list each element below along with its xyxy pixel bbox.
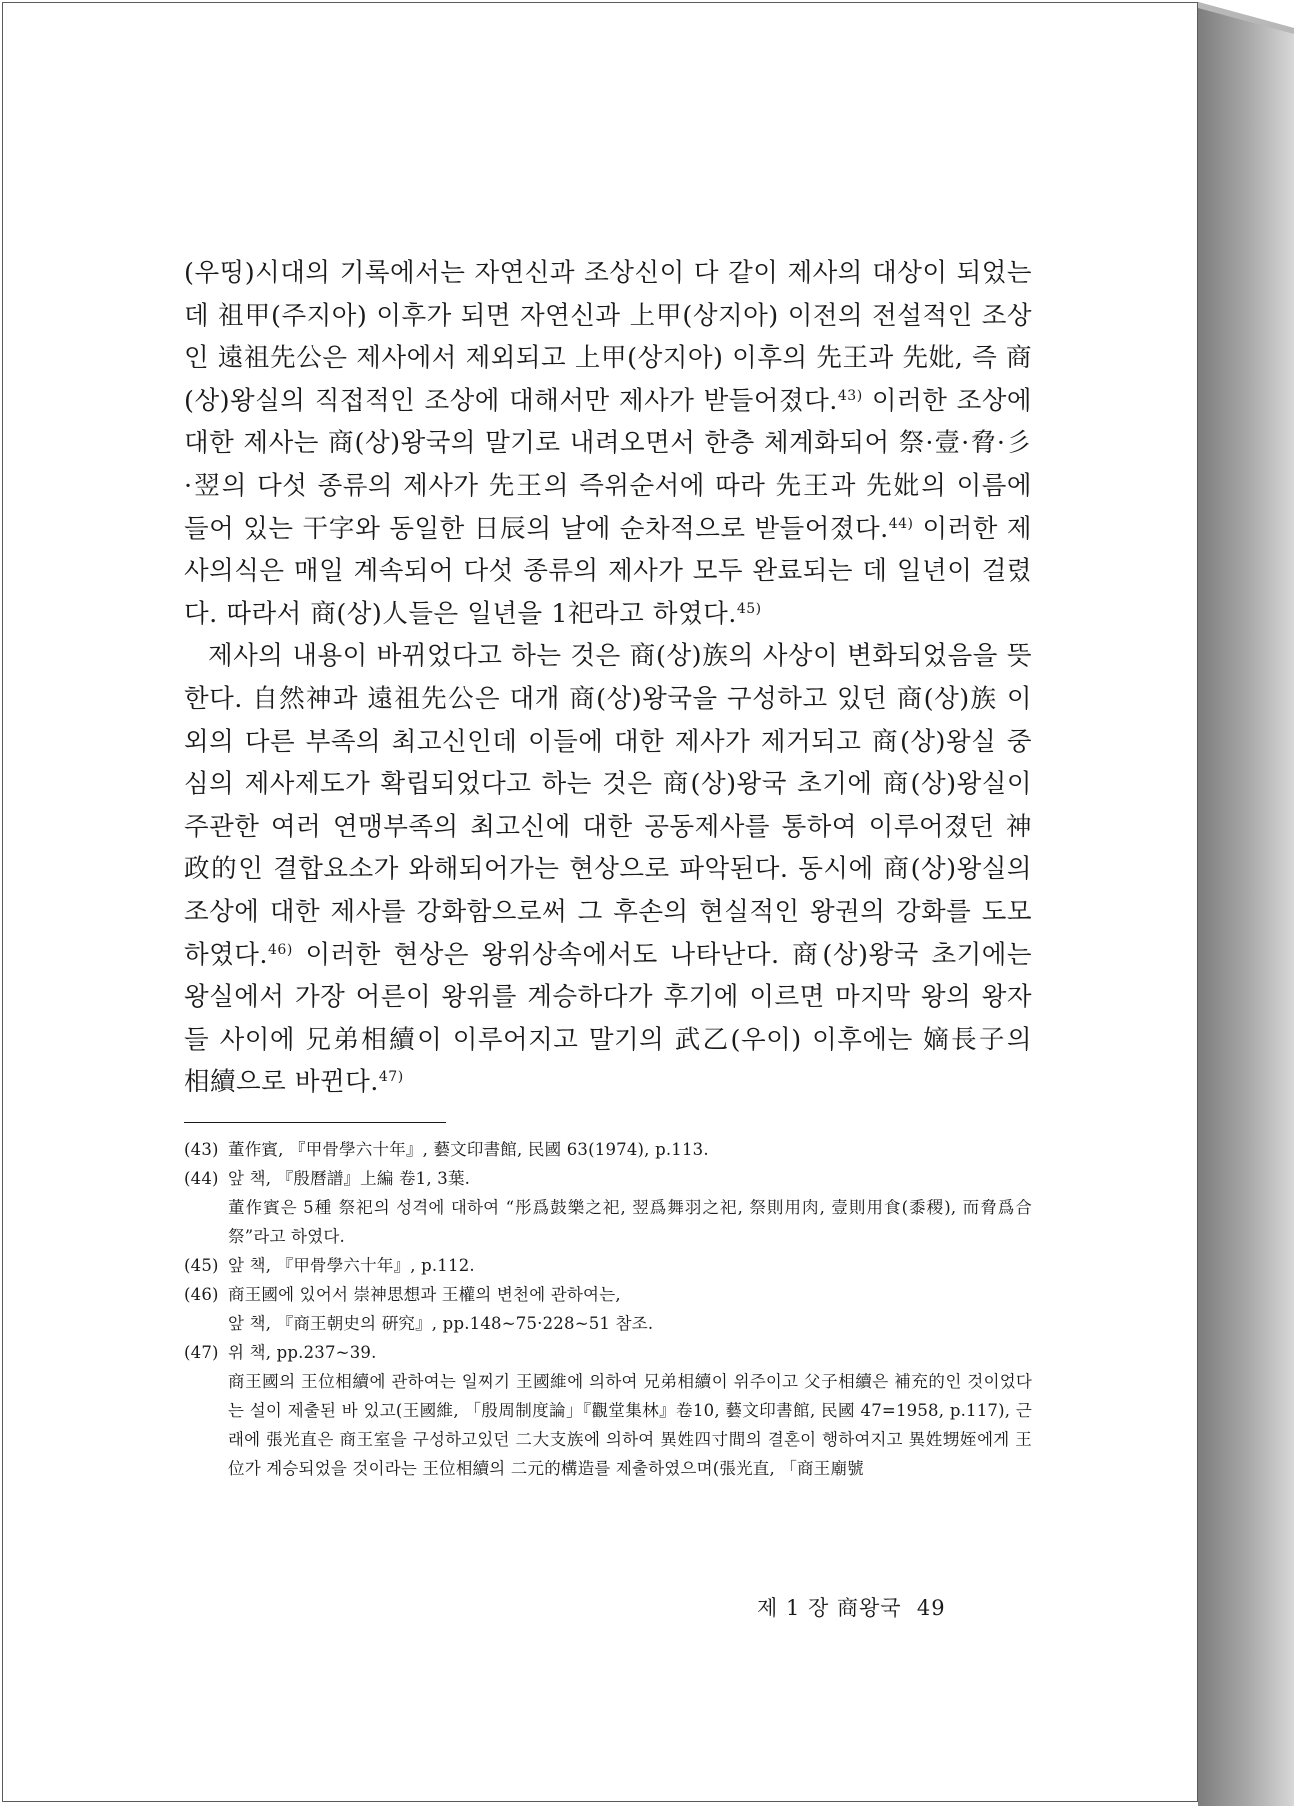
footnote-number: (46) — [184, 1284, 219, 1304]
footnote-text: 위 책, pp.237~39. — [228, 1342, 377, 1362]
paragraph-1-text-b: 이러한 조상에 대한 제사는 商(상)왕국의 말기로 내려오면서 한층 체계화되어 祭·壹·脅·彡·翌의 다섯 종류의 제사가 先王의 즉위순서에 따라 先王과 先妣의 이름에 들어 있는 干字와 동일한 日辰의 날에 순차적으로 받들어졌다. — [184, 385, 1032, 544]
footnote-44-continued: 董作賓은 5種 祭祀의 성격에 대하여 “彤爲鼓樂之祀, 翌爲舞羽之祀, 祭則用肉, 壹則用食(黍稷), 而脅爲合祭”라고 하였다. — [228, 1197, 1032, 1246]
footnote-45 — [184, 1251, 1032, 1280]
paragraph-1 — [184, 252, 1032, 635]
footnote-ref-43[interactable]: 43) — [837, 387, 863, 404]
footnote-text: 商王國에 있어서 崇神思想과 王權의 변천에 관하여는, — [228, 1284, 621, 1304]
paragraph-1-text-c: 이러한 제사의식은 매일 계속되어 다섯 종류의 제사가 모두 완료되는 데 일년이 걸렸다. 따라서 商(상)人들은 일년을 1祀라고 하였다. — [184, 513, 1033, 629]
page-footer — [757, 1592, 946, 1622]
page-edge-shadow — [1198, 0, 1294, 1806]
footnote-number: (44) — [184, 1168, 219, 1188]
footnote-text: 앞 책, 『甲骨學六十年』, p.112. — [228, 1255, 475, 1275]
footnote-number: (47) — [184, 1342, 219, 1362]
page-content — [184, 252, 1032, 1483]
footnote-44 — [184, 1164, 1032, 1193]
footnote-text: 董作賓, 『甲骨學六十年』, 藝文印書館, 民國 63(1974), p.113. — [228, 1139, 709, 1159]
footnote-46-continued: 앞 책, 『商王朝史의 硏究』, pp.148~75·228~51 참조. — [228, 1313, 654, 1333]
footnote-ref-46[interactable]: 46) — [268, 941, 293, 958]
page-number: 49 — [916, 1596, 946, 1620]
chapter-title: 제 1 장 商왕국 — [757, 1596, 902, 1620]
footnote-47-continued: 商王國의 王位相續에 관하여는 일찌기 王國維에 의하여 兄弟相續이 위주이고 父子相續은 補充的인 것이었다는 설이 제출된 바 있고(王國維, 「殷周制度論」『觀堂集林』卷10, 藝文印書館, 民國 47=1958, p.117), 근래에 張光直은 商王室을 구성하고있던 二大支族에 의하여 異姓四寸間의 결혼이 행하여지고 異姓甥姪에게 王位가 계승되었을 것이라는 王位相續의 二元的構造를 제출하였으며(張光直, 「商王廟號 — [228, 1371, 1032, 1478]
footnotes — [184, 1135, 1032, 1483]
footnote-ref-45[interactable]: 45) — [736, 600, 762, 617]
footnote-43 — [184, 1135, 1032, 1164]
footnote-ref-44[interactable]: 44) — [888, 515, 914, 532]
footnote-number: (45) — [184, 1255, 219, 1275]
paragraph-1-text-a: (우띵)시대의 기록에서는 자연신과 조상신이 다 같이 제사의 대상이 되었는데 祖甲(주지아) 이후가 되면 자연신과 上甲(상지아) 이전의 전설적인 조상인 遠祖先公은 제사에서 제외되고 上甲(상지아) 이후의 先王과 先妣, 즉 商(상)왕실의 직접적인 조상에 대해서만 제사가 받들어졌다. — [184, 258, 1032, 416]
footnote-text: 앞 책, 『殷曆譜』上編 卷1, 3葉. — [228, 1168, 471, 1188]
footnote-divider — [184, 1122, 446, 1123]
paragraph-2 — [184, 635, 1032, 1104]
paragraph-2-text-b: 이러한 현상은 왕위상속에서도 나타난다. 商(상)왕국 초기에는 왕실에서 가장 어른이 왕위를 계승하다가 후기에 이르면 마지막 왕의 왕자들 사이에 兄弟相續이 이루어지고 말기의 武乙(우이) 이후에는 嫡長子의 相續으로 바뀐다. — [184, 939, 1032, 1098]
footnote-46 — [184, 1280, 1032, 1309]
footnote-ref-47[interactable]: 47) — [378, 1069, 404, 1086]
footnote-number: (43) — [184, 1139, 219, 1159]
paragraph-2-text-a: 제사의 내용이 바뀌었다고 하는 것은 商(상)族의 사상이 변화되었음을 뜻한다. 自然神과 遠祖先公은 대개 商(상)왕국을 구성하고 있던 商(상)族 이외의 다른 부족의 최고신인데 이들에 대한 제사가 제거되고 商(상)왕실 중심의 제사제도가 확립되었다고 하는 것은 商(상)왕국 초기에 商(상)왕실이 주관한 여러 연맹부족의 최고신에 대한 공동제사를 통하여 이루어졌던 神政的인 결합요소가 와해되어가는 현상으로 파악된다. 동시에 商(상)왕실의 조상에 대한 제사를 강화함으로써 그 후손의 현실적인 왕권의 강화를 도모하였다. — [184, 641, 1032, 970]
footnote-47 — [184, 1338, 1032, 1367]
